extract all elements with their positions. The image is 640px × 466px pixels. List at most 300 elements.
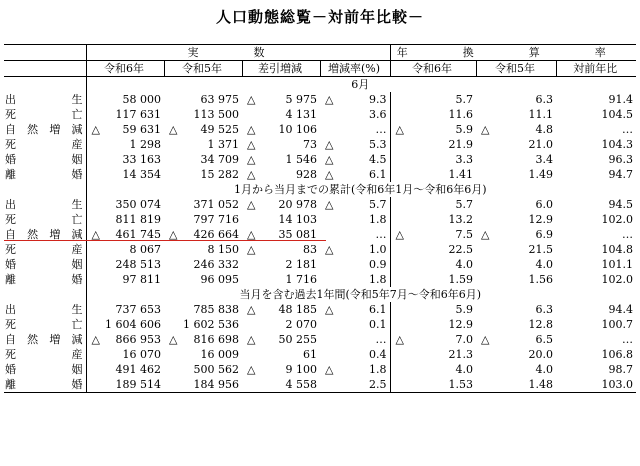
data-cell: [242, 347, 320, 362]
data-cell: [164, 167, 242, 182]
row-label: 離婚: [4, 377, 86, 393]
table-row: [4, 347, 636, 362]
cell-value: 6.0: [535, 198, 553, 211]
data-cell: [320, 167, 390, 182]
cell-value: 928: [296, 168, 317, 181]
cell-value: 96 095: [200, 273, 239, 286]
cell-value: 1.8: [369, 213, 387, 226]
cell-value: 97 811: [122, 273, 161, 286]
cell-value: 7.0: [455, 333, 473, 346]
section-title: 6月: [86, 77, 636, 93]
cell-value: 2.5: [369, 378, 387, 391]
data-cell: [390, 167, 476, 182]
data-cell: [390, 197, 476, 212]
table-row: [4, 167, 636, 182]
data-cell: [242, 302, 320, 317]
cell-value: 33 163: [122, 153, 161, 166]
section-title-spacer: [4, 77, 86, 93]
data-cell: [556, 242, 636, 257]
cell-value: 5 975: [285, 93, 317, 106]
data-cell: [390, 317, 476, 332]
negative-mark: △: [169, 333, 178, 346]
data-cell: [320, 227, 390, 242]
cell-value: 48 185: [278, 303, 317, 316]
cell-value: 248 513: [115, 258, 161, 271]
cell-value: 10 106: [278, 123, 317, 136]
cell-value: 189 514: [115, 378, 161, 391]
row-label: 死亡: [5, 108, 83, 121]
cell-value: 0.1: [369, 318, 387, 331]
data-cell: [320, 107, 390, 122]
table-row: [4, 272, 636, 287]
cell-value: 15 282: [200, 168, 239, 181]
table-row: [4, 122, 636, 137]
cell-value: 16 070: [122, 348, 161, 361]
cell-value: 0.4: [369, 348, 387, 361]
data-cell: [556, 197, 636, 212]
cell-value: 184 956: [193, 378, 239, 391]
row-label: 出生: [5, 303, 83, 316]
data-cell: [390, 137, 476, 152]
section-title: 当月を含む過去1年間(令和5年7月～令和6年6月): [86, 287, 636, 302]
data-cell: [86, 242, 164, 257]
column-header: 令和5年: [476, 61, 556, 77]
data-cell: [242, 92, 320, 107]
cell-value: 5.7: [455, 93, 473, 106]
cell-value: 1.41: [448, 168, 473, 181]
cell-value: 91.4: [608, 93, 633, 106]
cell-value: 737 653: [115, 303, 161, 316]
data-cell: [556, 302, 636, 317]
cell-value: 58 000: [122, 93, 161, 106]
cell-value: 9 100: [285, 363, 317, 376]
cell-value: 21.9: [448, 138, 473, 151]
column-header-row: [4, 61, 636, 77]
header-group-rate: 年 換 算 率: [390, 45, 636, 61]
table-row: [4, 377, 636, 393]
cell-value: 491 462: [115, 363, 161, 376]
cell-value: 6.5: [535, 333, 553, 346]
cell-value: 371 052: [193, 198, 239, 211]
data-cell: [86, 122, 164, 137]
data-cell: [476, 377, 556, 393]
row-label: 自然増減: [5, 228, 83, 241]
cell-value: 1 546: [285, 153, 317, 166]
data-cell: [86, 167, 164, 182]
negative-mark: △: [325, 153, 334, 166]
data-cell: [476, 227, 556, 242]
negative-mark: △: [325, 198, 334, 211]
cell-value: 7.5: [455, 228, 473, 241]
cell-value: 6.1: [369, 168, 387, 181]
cell-value: 797 716: [193, 213, 239, 226]
cell-value: 83: [303, 243, 317, 256]
cell-value: 63 975: [200, 93, 239, 106]
negative-mark: △: [247, 168, 256, 181]
cell-value: 20.0: [528, 348, 553, 361]
data-cell: [476, 92, 556, 107]
data-cell: [476, 302, 556, 317]
negative-mark: △: [91, 333, 100, 346]
data-cell: [86, 152, 164, 167]
data-cell: [476, 317, 556, 332]
cell-value: 426 664: [193, 228, 239, 241]
column-header: 対前年比: [556, 61, 636, 77]
data-cell: [390, 377, 476, 393]
cell-value: 12.8: [528, 318, 553, 331]
table-row: [4, 212, 636, 227]
data-cell: [86, 197, 164, 212]
cell-value: 4.5: [369, 153, 387, 166]
row-label: 死産: [5, 138, 83, 151]
data-cell: [476, 212, 556, 227]
header-corner: [4, 45, 86, 61]
data-cell: [556, 212, 636, 227]
data-cell: [556, 257, 636, 272]
cell-value: 1.49: [528, 168, 553, 181]
data-cell: [320, 137, 390, 152]
data-cell: [556, 227, 636, 242]
cell-value: 1 602 536: [183, 318, 239, 331]
negative-mark: △: [481, 123, 490, 136]
cell-value: 6.9: [535, 228, 553, 241]
cell-value: …: [375, 123, 387, 136]
data-cell: [164, 92, 242, 107]
cell-value: 104.3: [601, 138, 633, 151]
cell-value: 35 081: [278, 228, 317, 241]
cell-value: 14 354: [122, 168, 161, 181]
cell-value: 61: [303, 348, 317, 361]
cell-value: 1.59: [448, 273, 473, 286]
data-cell: [476, 167, 556, 182]
table-row: [4, 302, 636, 317]
page-title: 人口動態総覧－対前年比較－: [215, 8, 424, 26]
data-cell: [320, 302, 390, 317]
cell-value: 2 070: [285, 318, 317, 331]
cell-value: 11.6: [448, 108, 473, 121]
cell-value: 1.53: [448, 378, 473, 391]
data-cell: [242, 167, 320, 182]
row-label: 出生: [5, 93, 83, 106]
table-row: [4, 332, 636, 347]
negative-mark: △: [395, 228, 404, 241]
data-cell: [164, 377, 242, 393]
data-cell: [86, 317, 164, 332]
data-cell: [556, 152, 636, 167]
cell-value: 1 371: [207, 138, 239, 151]
data-cell: [320, 377, 390, 393]
data-cell: [320, 272, 390, 287]
cell-value: 102.0: [601, 273, 633, 286]
cell-value: 5.7: [369, 198, 387, 211]
data-cell: [476, 152, 556, 167]
data-cell: [164, 107, 242, 122]
data-cell: [390, 272, 476, 287]
data-cell: [86, 212, 164, 227]
data-cell: [390, 332, 476, 347]
cell-value: 94.5: [608, 198, 633, 211]
data-cell: [164, 272, 242, 287]
data-cell: [556, 332, 636, 347]
cell-value: 103.0: [601, 378, 633, 391]
cell-value: 50 255: [278, 333, 317, 346]
data-cell: [86, 377, 164, 393]
negative-mark: △: [247, 123, 256, 136]
negative-mark: △: [247, 363, 256, 376]
cell-value: 811 819: [115, 213, 161, 226]
cell-value: 1 604 606: [105, 318, 161, 331]
data-cell: [556, 347, 636, 362]
cell-value: 20 978: [278, 198, 317, 211]
negative-mark: △: [169, 123, 178, 136]
red-underline-mark: [4, 240, 326, 241]
data-cell: [320, 347, 390, 362]
data-cell: [242, 332, 320, 347]
data-cell: [476, 272, 556, 287]
section-title-row: [4, 182, 636, 197]
data-cell: [556, 362, 636, 377]
cell-value: 0.9: [369, 258, 387, 271]
data-cell: [320, 317, 390, 332]
data-cell: [86, 92, 164, 107]
table-row: [4, 362, 636, 377]
cell-value: 104.5: [601, 108, 633, 121]
data-cell: [164, 317, 242, 332]
data-cell: [320, 152, 390, 167]
data-cell: [476, 197, 556, 212]
cell-value: 816 698: [193, 333, 239, 346]
data-cell: [164, 212, 242, 227]
negative-mark: △: [325, 303, 334, 316]
data-cell: [242, 212, 320, 227]
cell-value: …: [622, 333, 633, 346]
data-cell: [242, 317, 320, 332]
section-title: 1月から当月までの累計(令和6年1月～令和6年6月): [86, 182, 636, 197]
row-label: 婚姻: [5, 153, 83, 166]
cell-value: 4.8: [535, 123, 553, 136]
data-cell: [390, 92, 476, 107]
row-label: 出生: [5, 198, 83, 211]
cell-value: 113 500: [193, 108, 239, 121]
cell-value: 12.9: [448, 318, 473, 331]
cell-value: 6.3: [535, 93, 553, 106]
data-cell: [242, 122, 320, 137]
table-row: [4, 317, 636, 332]
negative-mark: △: [247, 243, 256, 256]
header-corner-2: [4, 61, 86, 77]
cell-value: 14 103: [278, 213, 317, 226]
table-row: [4, 257, 636, 272]
header-group-actual: 実 数: [86, 45, 390, 61]
cell-value: 3.4: [535, 153, 553, 166]
cell-value: 461 745: [115, 228, 161, 241]
row-label: 死亡: [5, 213, 83, 226]
row-label: 婚姻: [5, 363, 83, 376]
column-header: 増減率(%): [320, 61, 390, 77]
data-cell: [164, 152, 242, 167]
data-cell: [164, 347, 242, 362]
group-header-row: [4, 45, 636, 61]
cell-value: 5.9: [455, 123, 473, 136]
cell-value: 3.3: [455, 153, 473, 166]
data-cell: [390, 227, 476, 242]
cell-value: 1 298: [129, 138, 161, 151]
negative-mark: △: [169, 228, 178, 241]
data-cell: [390, 242, 476, 257]
data-cell: [86, 302, 164, 317]
cell-value: 21.3: [448, 348, 473, 361]
row-label: 死亡: [5, 318, 83, 331]
data-cell: [164, 362, 242, 377]
data-cell: [390, 362, 476, 377]
cell-value: 9.3: [369, 93, 387, 106]
negative-mark: △: [325, 138, 334, 151]
data-cell: [320, 122, 390, 137]
data-cell: [86, 137, 164, 152]
cell-value: 96.3: [608, 153, 633, 166]
data-cell: [242, 257, 320, 272]
negative-mark: △: [395, 333, 404, 346]
data-cell: [476, 332, 556, 347]
table-row: [4, 152, 636, 167]
row-label: 自然増減: [5, 123, 83, 136]
data-cell: [556, 92, 636, 107]
data-cell: [86, 272, 164, 287]
cell-value: 4 131: [285, 108, 317, 121]
row-label: 婚姻: [5, 258, 83, 271]
negative-mark: △: [91, 123, 100, 136]
cell-value: …: [622, 228, 633, 241]
data-cell: [86, 107, 164, 122]
data-cell: [320, 212, 390, 227]
cell-value: 100.7: [601, 318, 633, 331]
negative-mark: △: [325, 93, 334, 106]
cell-value: 5.9: [455, 303, 473, 316]
data-cell: [320, 92, 390, 107]
data-cell: [556, 107, 636, 122]
negative-mark: △: [481, 228, 490, 241]
table-row: [4, 242, 636, 257]
cell-value: 5.3: [369, 138, 387, 151]
data-cell: [164, 242, 242, 257]
section-title-spacer: [4, 287, 86, 302]
cell-value: 117 631: [115, 108, 161, 121]
table-row: [4, 137, 636, 152]
data-cell: [476, 122, 556, 137]
data-cell: [86, 347, 164, 362]
cell-value: 73: [303, 138, 317, 151]
data-cell: [556, 137, 636, 152]
data-cell: [164, 122, 242, 137]
cell-value: 106.8: [601, 348, 633, 361]
data-cell: [164, 197, 242, 212]
cell-value: 94.7: [608, 168, 633, 181]
cell-value: 6.3: [535, 303, 553, 316]
data-cell: [242, 242, 320, 257]
data-cell: [556, 167, 636, 182]
negative-mark: △: [325, 168, 334, 181]
negative-mark: △: [247, 198, 256, 211]
data-cell: [86, 362, 164, 377]
data-cell: [320, 257, 390, 272]
cell-value: 16 009: [200, 348, 239, 361]
data-cell: [556, 122, 636, 137]
table-body: [4, 77, 636, 393]
data-cell: [242, 362, 320, 377]
data-cell: [390, 107, 476, 122]
data-cell: [476, 242, 556, 257]
cell-value: 8 067: [129, 243, 161, 256]
cell-value: 500 562: [193, 363, 239, 376]
data-cell: [390, 302, 476, 317]
cell-value: 1.8: [369, 273, 387, 286]
column-header: 令和6年: [86, 61, 164, 77]
cell-value: 59 631: [122, 123, 161, 136]
data-cell: [242, 197, 320, 212]
section-title-spacer: [4, 182, 86, 197]
data-cell: [320, 362, 390, 377]
data-cell: [476, 347, 556, 362]
negative-mark: △: [247, 228, 256, 241]
data-cell: [242, 272, 320, 287]
row-label: 自然増減: [5, 333, 83, 346]
cell-value: 104.8: [601, 243, 633, 256]
cell-value: 49 525: [200, 123, 239, 136]
data-cell: [86, 332, 164, 347]
cell-value: 12.9: [528, 213, 553, 226]
negative-mark: △: [247, 303, 256, 316]
cell-value: …: [375, 333, 387, 346]
cell-value: 21.5: [528, 243, 553, 256]
cell-value: 8 150: [207, 243, 239, 256]
negative-mark: △: [325, 243, 334, 256]
cell-value: 4.0: [535, 363, 553, 376]
data-cell: [320, 242, 390, 257]
column-header: 令和6年: [390, 61, 476, 77]
data-cell: [390, 122, 476, 137]
negative-mark: △: [247, 333, 256, 346]
negative-mark: △: [481, 333, 490, 346]
cell-value: 785 838: [193, 303, 239, 316]
data-cell: [556, 272, 636, 287]
cell-value: 5.7: [455, 198, 473, 211]
cell-value: 94.4: [608, 303, 633, 316]
table-row: [4, 107, 636, 122]
negative-mark: △: [325, 363, 334, 376]
row-label: 離婚: [5, 168, 83, 181]
vital-statistics-table: [4, 44, 636, 393]
cell-value: 21.0: [528, 138, 553, 151]
row-label: 死産: [5, 243, 83, 256]
cell-value: 350 074: [115, 198, 161, 211]
cell-value: 101.1: [601, 258, 633, 271]
section-title-row: [4, 77, 636, 93]
cell-value: 4.0: [535, 258, 553, 271]
cell-value: 1 716: [285, 273, 317, 286]
cell-value: 4.0: [455, 258, 473, 271]
data-cell: [86, 257, 164, 272]
negative-mark: △: [247, 93, 256, 106]
data-cell: [242, 152, 320, 167]
cell-value: …: [622, 123, 633, 136]
cell-value: 1.48: [528, 378, 553, 391]
cell-value: 4 558: [285, 378, 317, 391]
data-cell: [242, 377, 320, 393]
data-cell: [556, 377, 636, 393]
data-cell: [164, 302, 242, 317]
data-cell: [390, 347, 476, 362]
cell-value: 1.56: [528, 273, 553, 286]
